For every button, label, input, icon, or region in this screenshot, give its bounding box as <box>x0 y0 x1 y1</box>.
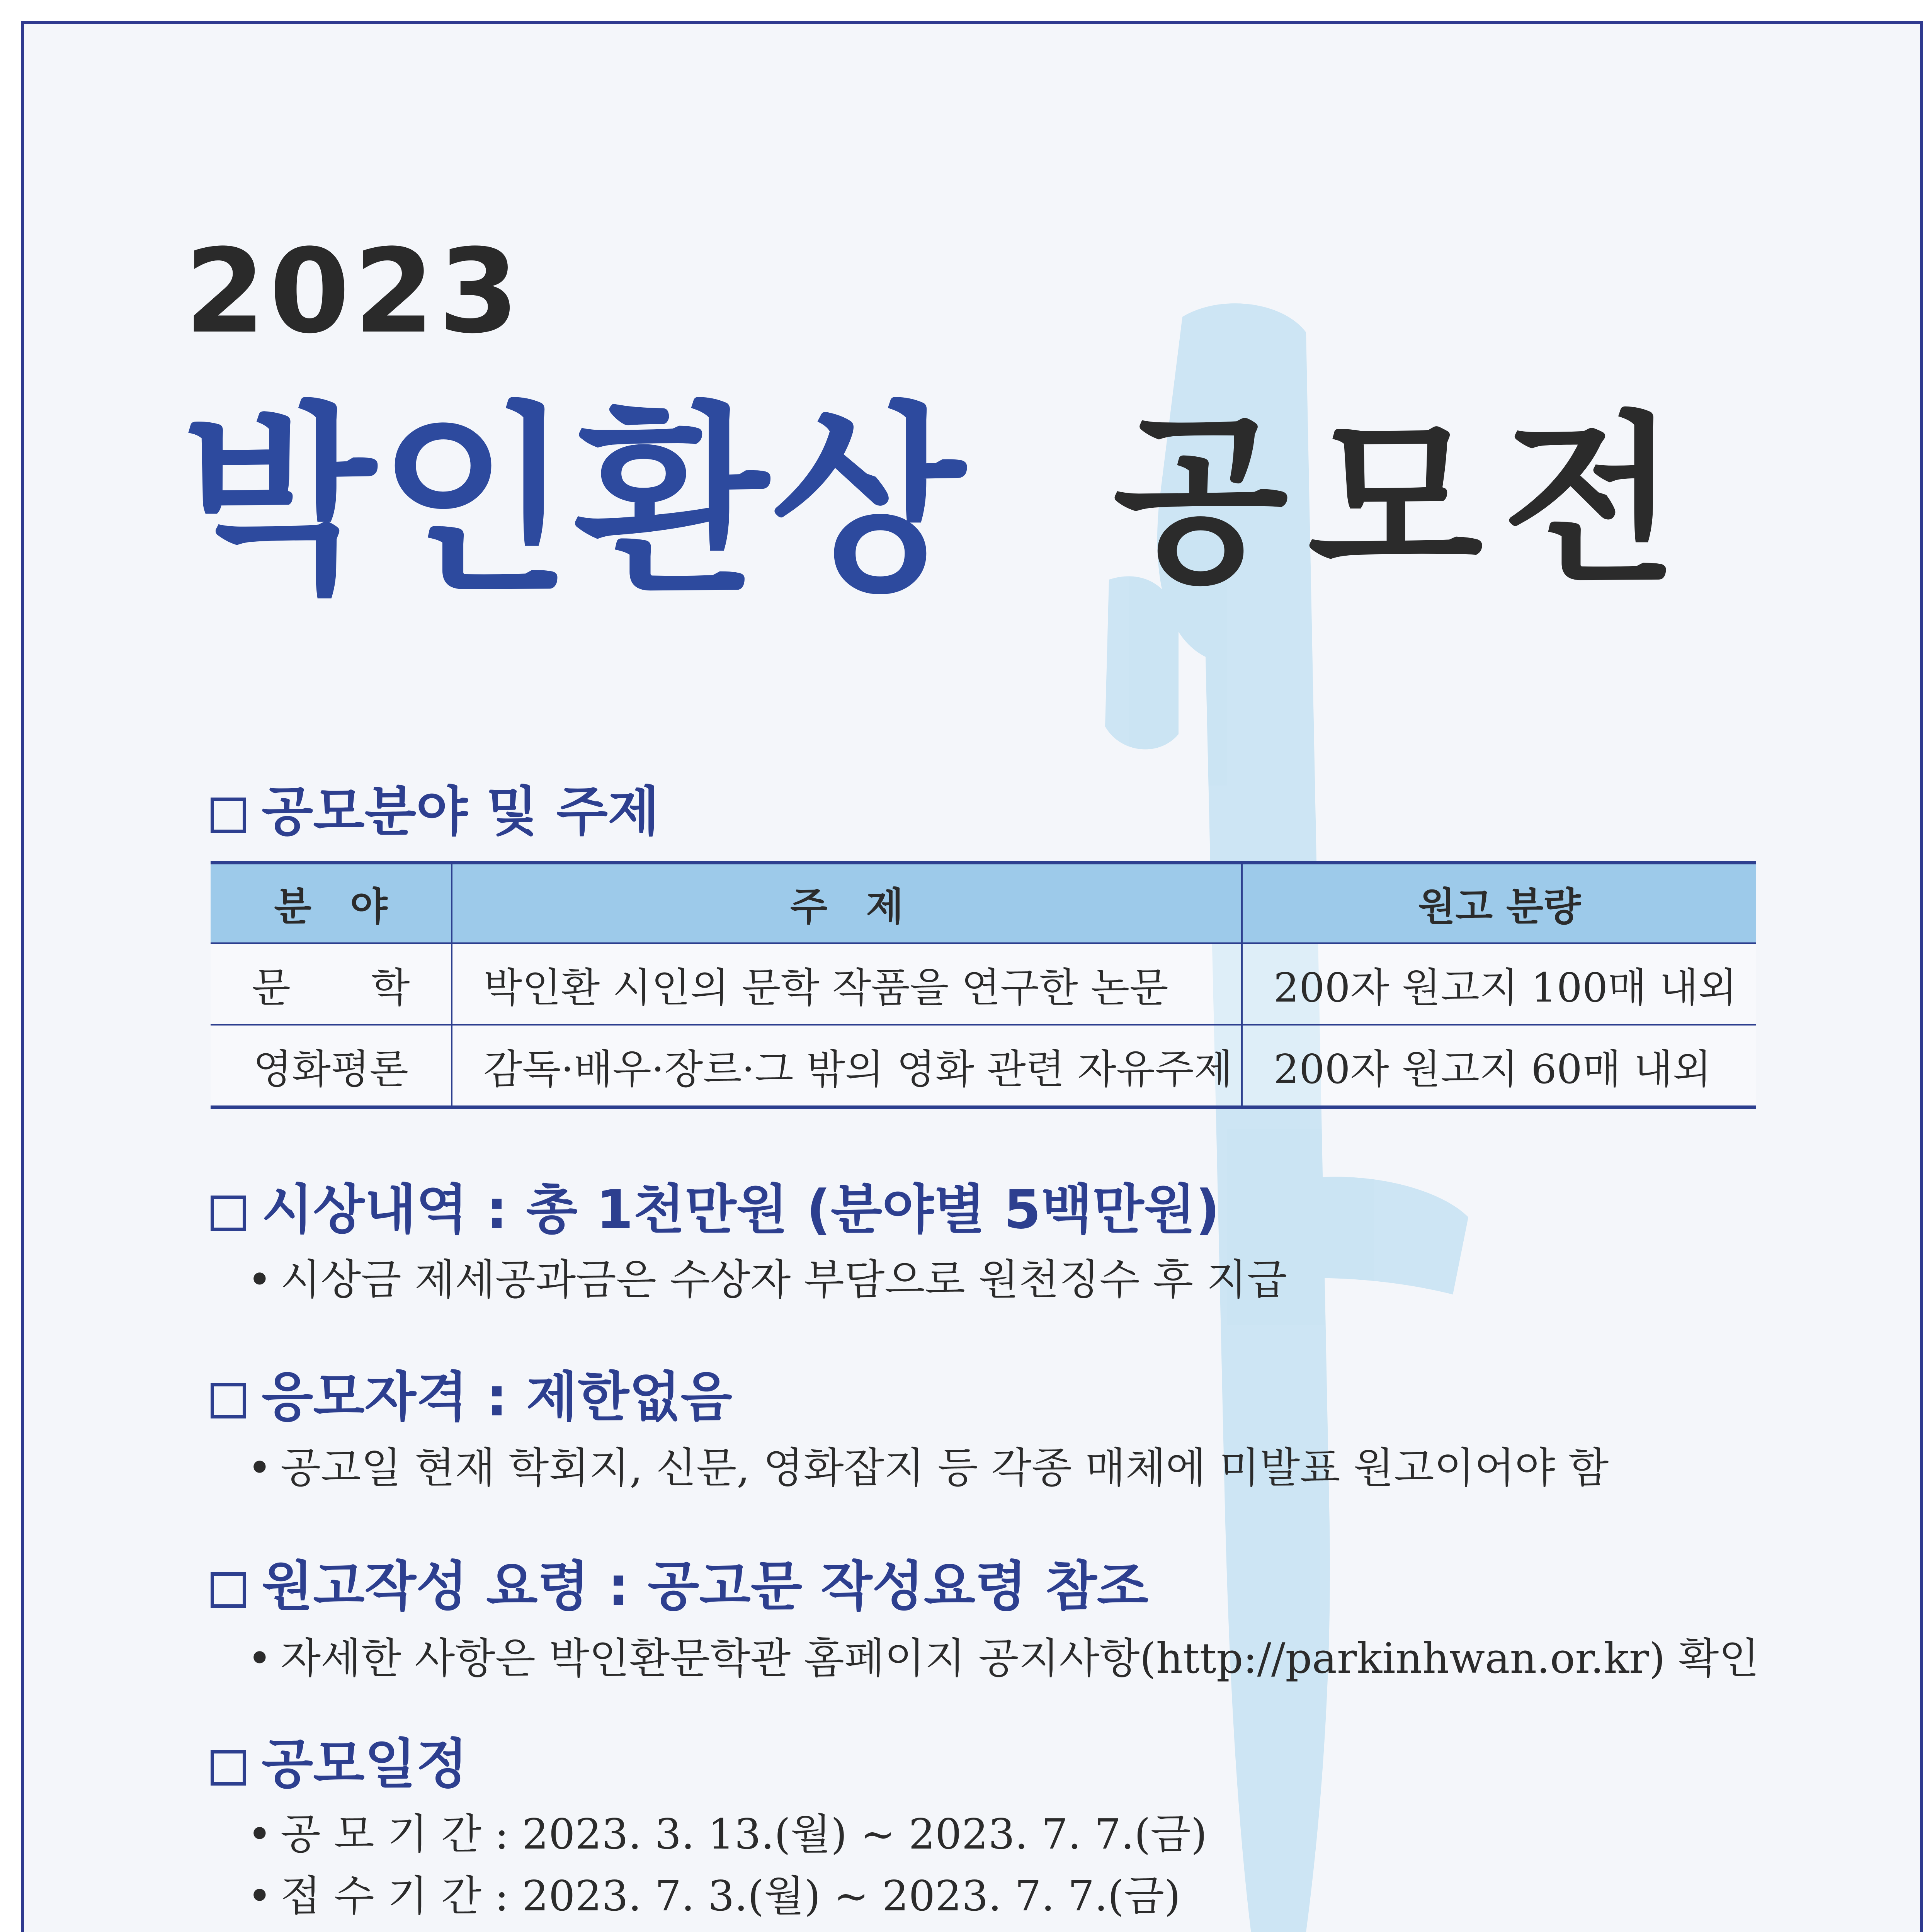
checkbox-icon <box>211 1383 246 1418</box>
field-cell: 문 학 <box>211 943 452 1025</box>
column-header: 주 제 <box>452 863 1242 944</box>
schedule-item: • 공 모 기 간 : 2023. 3. 13.(월) ~ 2023. 7. 7.(금) <box>247 1810 1207 1859</box>
schedule-heading <box>211 1721 468 1798</box>
prize-heading <box>211 1167 1220 1243</box>
field-cell: 영화평론 <box>211 1025 452 1107</box>
poster-title-highlight: 박인환상 <box>182 385 968 619</box>
schedule-heading-text: 공모일정 <box>262 1733 468 1795</box>
guidelines-heading-text: 원고작성 요령 : 공고문 작성요령 참조 <box>262 1555 1149 1617</box>
guidelines-heading <box>211 1544 1148 1620</box>
table-row <box>211 943 1756 1025</box>
eligibility-heading <box>211 1354 732 1431</box>
fields-heading <box>211 769 659 845</box>
schedule-item <box>247 1924 1225 1932</box>
table-header-row <box>211 863 1756 944</box>
topic-cell: 감독·배우·장르·그 밖의 영화 관련 자유주제 <box>452 1025 1242 1107</box>
length-cell: 200자 원고지 100매 내외 <box>1242 943 1756 1025</box>
eligibility-bullet: • 공고일 현재 학회지, 신문, 영화잡지 등 각종 매체에 미발표 원고이어야 함 <box>247 1444 1609 1492</box>
poster-year: 2023 <box>185 224 523 359</box>
fields-heading-text: 공모분야 및 주제 <box>262 781 660 843</box>
column-header: 원고 분량 <box>1242 863 1756 944</box>
table-row <box>211 1025 1756 1107</box>
topic-cell: 박인환 시인의 문학 작품을 연구한 논문 <box>452 943 1242 1025</box>
checkbox-icon <box>211 798 246 833</box>
checkbox-icon <box>211 1572 246 1608</box>
schedule-item: • 접 수 기 간 : 2023. 7. 3.(월) ~ 2023. 7. 7.(금) <box>247 1872 1181 1920</box>
checkbox-icon <box>211 1196 246 1231</box>
column-header: 분 야 <box>211 863 452 944</box>
eligibility-heading-text: 응모자격 : 제한없음 <box>262 1366 732 1428</box>
prize-bullet: • 시상금 제세공과금은 수상자 부담으로 원천징수 후 지급 <box>247 1256 1287 1304</box>
prize-heading-text: 시상내역 : 총 1천만원 (분야별 5백만원) <box>262 1179 1220 1241</box>
length-cell: 200자 원고지 60매 내외 <box>1242 1025 1756 1107</box>
guidelines-bullet: • 자세한 사항은 박인환문학관 홈페이지 공지사항(http://parkinhwan.or.kr) 확인 <box>247 1634 1759 1683</box>
fields-table <box>211 861 1756 1109</box>
checkbox-icon <box>211 1750 246 1786</box>
poster-title-rest: 공모전 <box>1113 396 1697 607</box>
